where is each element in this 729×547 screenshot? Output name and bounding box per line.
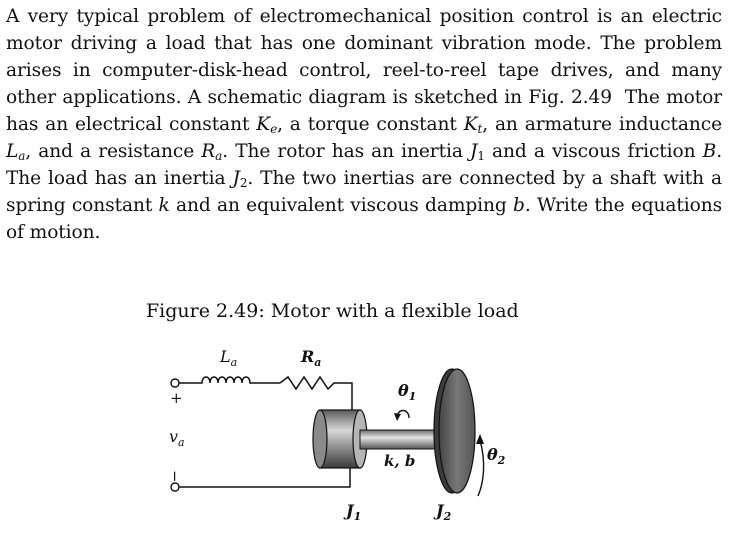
symbol-B: B	[702, 141, 717, 162]
problem-statement: A very typical problem of electromechanical position control is an electric motor driving a load that has one dominant vibration mode. The problem arises in computer-disk-head control, reel-to-reel tape drives, and many other applications. A schematic diagram is sketched in Fig. 2.49 The motor has an electrical constant $K_e$, a torque constant $K_t$, an armature inductance $L_a$, and a resistance $R_a$. The rotor has an inertia $J_1$ and a viscous friction B. The load has an inertia $J_2$. The two inertias are connected by a shaft with a spring constant k and an equivalent viscous damping b. Write the equations of motion.	[6, 6, 723, 243]
terminal-minus	[171, 483, 179, 491]
label-plus: +	[170, 389, 183, 407]
label-J2: $J_2$	[436, 501, 452, 523]
symbol-Kt: $K_t$	[463, 114, 483, 136]
symbol-Ke: $K_e$	[256, 114, 278, 136]
symbol-b: b	[513, 195, 525, 216]
label-kb: k, b	[384, 452, 416, 470]
symbol-J2: $J_2$	[232, 168, 248, 190]
motor	[313, 410, 367, 468]
symbol-Ra: $R_a$	[201, 141, 223, 163]
resistor	[280, 377, 352, 415]
sentence-intro: A very typical problem of electromechanical position control is an electric motor driving a load that has one dominant vibration mode. The problem arises in computer-disk-head control, reel-to-reel tape drives, and many other applications. A schematic diagram is sketched in Fig. 2.49	[6, 6, 722, 108]
inductor	[179, 377, 280, 383]
label-J1: $J_1$	[346, 501, 362, 523]
label-va: $v_a$	[169, 427, 185, 449]
terminal-plus	[171, 379, 179, 387]
label-Ra: $R_a$	[301, 347, 322, 369]
label-theta2: $\theta_2$	[487, 445, 506, 467]
label-La: $L_a$	[220, 347, 238, 369]
symbol-J1: $J_1$	[469, 141, 485, 163]
symbol-La: $L_a$	[6, 141, 26, 163]
label-theta1: $\theta_1$	[398, 381, 417, 403]
label-minus: −	[166, 470, 184, 483]
load-disk	[434, 369, 475, 493]
theta2-arrow-icon	[478, 440, 484, 496]
symbol-k: k	[158, 195, 170, 216]
figure-caption: Figure 2.49: Motor with a flexible load	[146, 300, 519, 322]
sentence-motor: The motor has an electrical constant	[6, 87, 723, 135]
